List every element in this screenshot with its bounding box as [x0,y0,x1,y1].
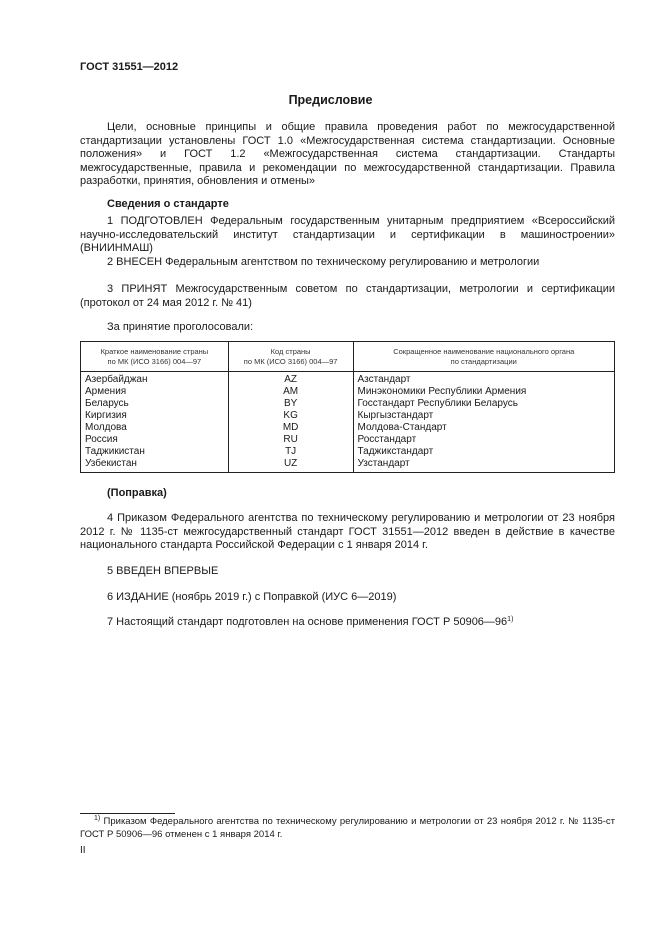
cell-body: Росстандарт [353,434,615,446]
col-header-body [353,342,615,372]
item-prepared: 1 ПОДГОТОВЛЕН Федеральным государственным унитарным предприятием «Всероссийский научно-исследовательский институт стандартизации и сертификации в машиностроении» (ВНИИНМАШ) [80,215,615,255]
item-basis-text: 7 Настоящий стандарт подготовлен на основе применения ГОСТ Р 50906—96 [107,616,508,628]
table-row [81,386,615,398]
cell-code: RU [228,434,353,446]
item-first-introduced: 5 ВВЕДЕН ВПЕРВЫЕ [107,565,219,577]
cell-code: AM [228,386,353,398]
footnote-text: Приказом Федерального агентства по техническому регулированию и метрологии от 23 ноября 2012 г. № 1135-ст ГОСТ Р 50906—96 отменен с 1 января 2014 г. [80,816,615,840]
cell-body: Таджикстандарт [353,446,615,458]
col-header-line: по МК (ИСО 3166) 004—97 [243,356,338,366]
item-basis [80,616,615,630]
table-header-row [81,342,615,372]
col-header-line: по МК (ИСО 3166) 004—97 [107,356,202,366]
footnote [80,816,615,841]
cell-body: Минэкономики Республики Армения [353,386,615,398]
col-header-country [81,342,229,372]
cell-country: Армения [81,386,229,398]
cell-country: Россия [81,434,229,446]
table-row [81,372,615,387]
cell-country: Азербайджан [81,372,229,387]
col-header-line: по стандартизации [450,356,517,366]
info-heading: Сведения о стандарте [107,198,229,210]
table-row [81,422,615,434]
cell-code: KG [228,410,353,422]
col-header-line: Код страны [270,347,311,356]
cell-country: Таджикистан [81,446,229,458]
cell-body: Узстандарт [353,458,615,473]
footnote-divider [80,813,175,814]
cell-code: UZ [228,458,353,473]
cell-country: Молдова [81,422,229,434]
cell-code: BY [228,398,353,410]
cell-country: Беларусь [81,398,229,410]
cell-body: Азстандарт [353,372,615,387]
intro-paragraph: Цели, основные принципы и общие правила проведения работ по межгосударственной стандартизации установлены ГОСТ 1.0 «Межгосударственная система стандартизации. Основные положения» и ГОСТ 1.2 «Межгосударственная система стандартизации. Стандарты межгосударственные, правила и рекомендации по межгосударственной стандартизации. Правила разработки, принятия, обновления и отмены» [80,121,615,188]
cell-code: MD [228,422,353,434]
vote-intro: За принятие проголосовали: [107,321,254,333]
cell-country: Узбекистан [81,458,229,473]
cell-code: AZ [228,372,353,387]
vote-table [80,341,615,473]
table-row [81,446,615,458]
cell-body: Кыргызстандарт [353,410,615,422]
col-header-line: Краткое наименование страны [100,347,209,356]
table-row [81,434,615,446]
amendment-label: (Поправка) [107,487,167,499]
cell-country: Киргизия [81,410,229,422]
table-row [81,398,615,410]
item-edition: 6 ИЗДАНИЕ (ноябрь 2019 г.) с Поправкой (ИУС 6—2019) [107,591,397,603]
col-header-code [228,342,353,372]
col-header-line: Сокращенное наименование национального органа [393,347,575,356]
cell-code: TJ [228,446,353,458]
cell-body: Молдова-Стандарт [353,422,615,434]
document-header: ГОСТ 31551—2012 [80,61,179,73]
item-enacted: 4 Приказом Федерального агентства по техническому регулированию и метрологии от 23 ноября 2012 г. № 1135-ст межгосударственный стандарт ГОСТ 31551—2012 введен в действие в качестве национального стандарта Российской Федерации с 1 января 2014 г. [80,512,615,552]
cell-body: Госстандарт Республики Беларусь [353,398,615,410]
table-row [81,410,615,422]
page-title: Предисловие [288,93,373,107]
item-adopted: 3 ПРИНЯТ Межгосударственным советом по стандартизации, метрологии и сертификации (протокол от 24 мая 2012 г. № 41) [80,283,615,309]
item-submitted: 2 ВНЕСЕН Федеральным агентством по техническому регулированию и метрологии [107,256,540,268]
table-row [81,458,615,473]
page-number: II [80,845,86,856]
footnote-mark: 1) [94,815,101,822]
footnote-reference: 1) [507,616,514,623]
